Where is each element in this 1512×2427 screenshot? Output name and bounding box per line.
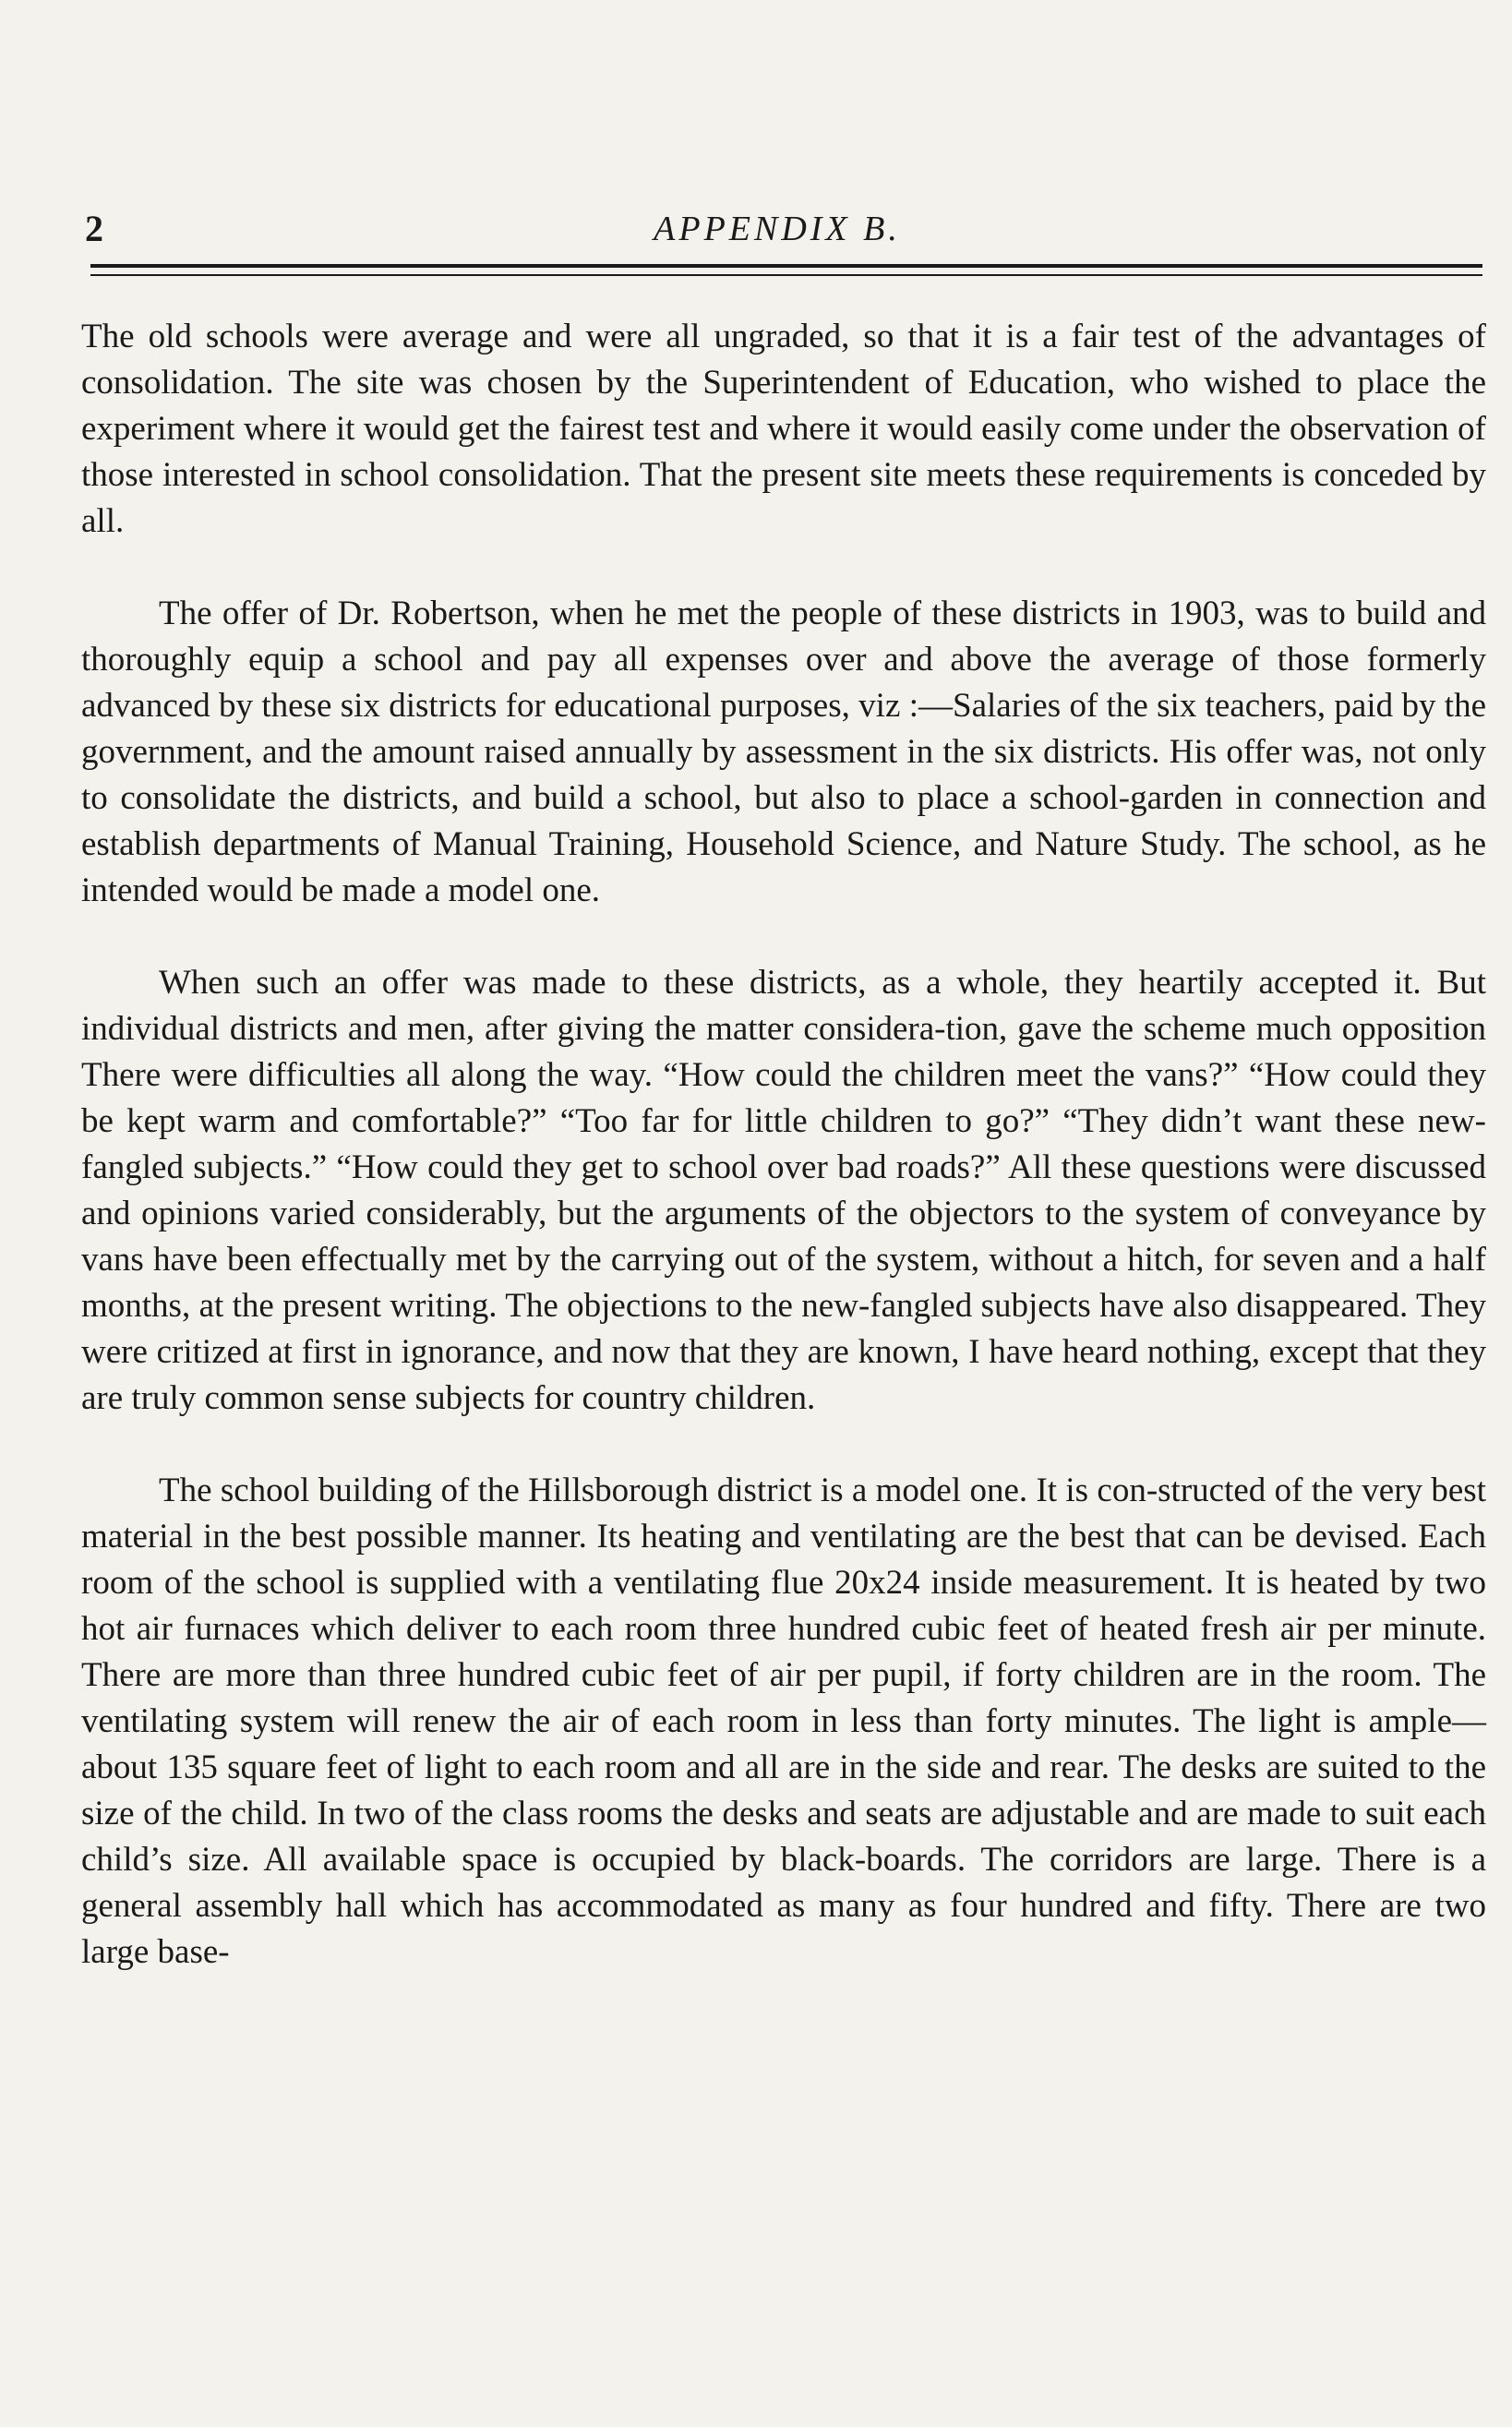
paragraph-opposition: When such an offer was made to these districts, as a whole, they heartily accepted it. But individual districts and men, after giving the matter considera-tion, gave the scheme much opposition There were difficulties all along the way. “How could the children meet the vans?” “How could they be kept warm and comfortable?” “Too far for little children to go?” “They didn’t want these new-fangled subjects.” “How could they get to school over bad roads?” All these questions were discussed and opinions varied considerably, but the arguments of the objectors to the system of conveyance by vans have been effectually met by the carrying out of the system, without a hitch, for seven and a half months, at the present writing. The objections to the new-fangled subjects have also disappeared. They were critized at first in ignorance, and now that they are known, I have heard nothing, except that they are truly common sense subjects for country children. bbox=[81, 964, 1486, 1417]
body-text bbox=[81, 314, 1486, 1976]
page-number: 2 bbox=[85, 208, 103, 249]
paragraph-school-building: The school building of the Hillsborough district is a model one. It is con-structed of the very best material in the best possible manner. Its heating and ventilating are the best that can be devised. Each room of the school is supplied with a ventilating flue 20x24 inside measurement. It is heated by two hot air furnaces which deliver to each room three hundred cubic feet of heated fresh air per minute. There are more than three hundred cubic feet of air per pupil, if forty children are in the room. The ventilating system will renew the air of each room in less than forty minutes. The light is ample—about 135 square feet of light to each room and all are in the side and rear. The desks are suited to the size of the child. In two of the class rooms the desks and seats are adjustable and are made to suit each child’s size. All available space is occupied by black-boards. The corridors are large. There is a general assembly hall which has accommodated as many as four hundred and fifty. There are two large base- bbox=[81, 1472, 1486, 1971]
paragraph-old-schools: The old schools were average and were all ungraded, so that it is a fair test of the advantages of consolidation. The site was chosen by the Superintendent of Education, who wished to place the experiment where it would get the fairest test and where it would easily come under the observation of those interested in school consolidation. That the present site meets these requirements is conceded by all. bbox=[81, 318, 1486, 540]
running-title: APPENDIX B. bbox=[654, 210, 901, 248]
header-rule-thick bbox=[90, 264, 1482, 268]
running-header bbox=[85, 201, 1470, 257]
header-rule-thin bbox=[90, 274, 1482, 276]
paragraph-robertson-offer: The offer of Dr. Robertson, when he met the people of these districts in 1903, was to build and thoroughly equip a school and pay all expenses over and above the average of those formerly advanced by these six districts for educational purposes, viz :—Salaries of the six teachers, paid by the government, and the amount raised annually by assessment in the six districts. His offer was, not only to consolidate the districts, and build a school, but also to place a school-garden in connection and establish departments of Manual Training, Household Science, and Nature Study. The school, as he intended would be made a model one. bbox=[81, 595, 1486, 909]
